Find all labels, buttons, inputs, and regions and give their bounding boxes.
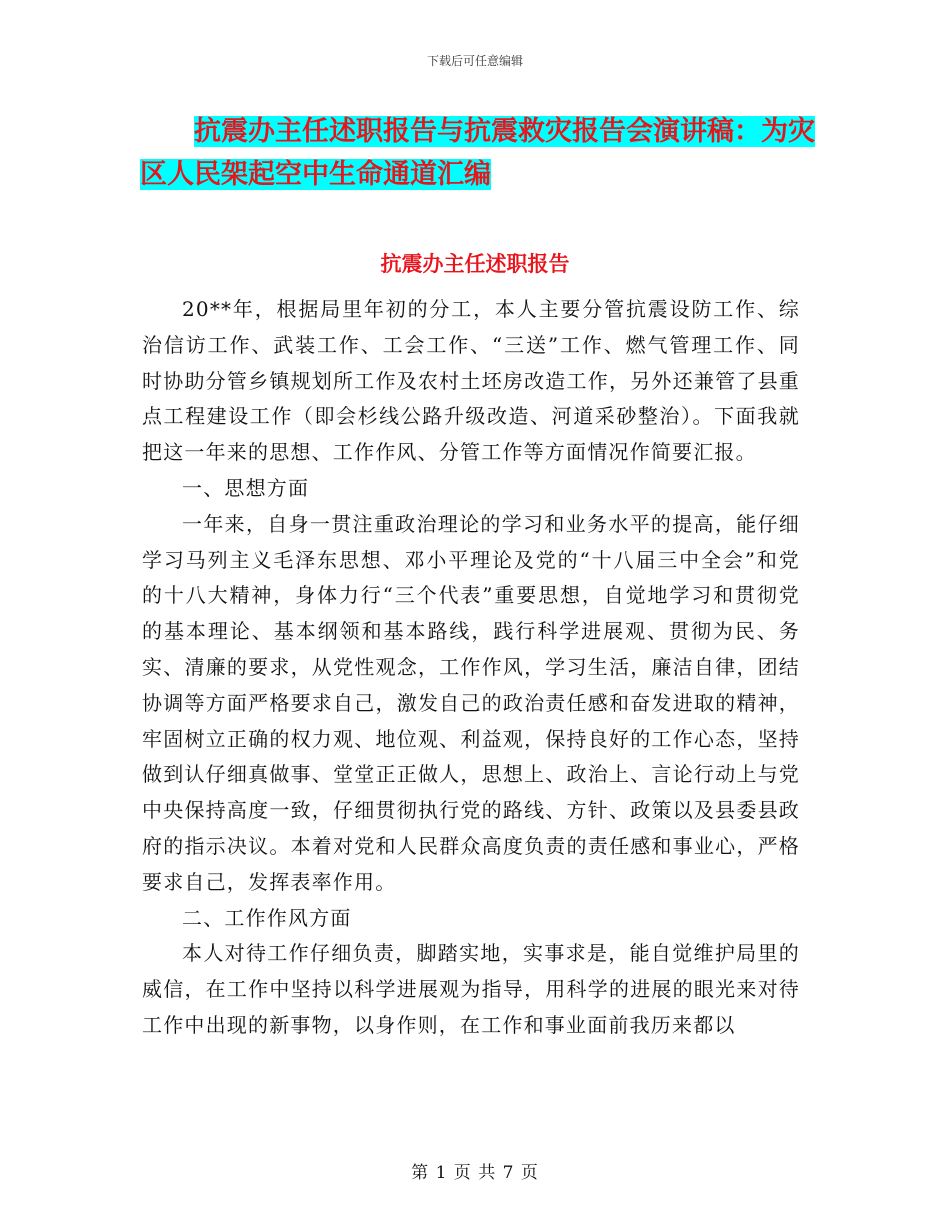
paragraph-thought: 一年来，自身一贯注重政治理论的学习和业务水平的提高，能仔细学习马列主义毛泽东思想、邓小平理论及党的“十八届三中全会”和党的十八大精神，身体力行“三个代表”重要思想，自觉地学习和贯彻党的基本理论、基本纲领和基本路线，践行科学进展观、贯彻为民、务实、清廉的要求，从党性观念，工作作风，学习生活，廉洁自律，团结协调等方面严格要求自己，激发自己的政治责任感和奋发进取的精神，牢固树立正确的权力观、地位观、利益观，保持良好的工作心态，坚持做到认仔细真做事、堂堂正正做人，思想上、政治上、言论行动上与党中央保持高度一致，仔细贯彻执行党的路线、方针、政策以及县委县政府的指示决议。本着对党和人民群众高度负责的责任感和事业心，严格要求自己，发挥表率作用。 <box>142 511 800 894</box>
section-title: 抗震办主任述职报告 <box>380 251 570 276</box>
title-line-1 <box>140 110 815 153</box>
title-line-1-text: 抗震办主任述职报告与抗震救灾报告会演讲稿：为灾 <box>194 116 815 147</box>
title-line-2 <box>140 153 810 196</box>
title-line-2-text: 区人民架起空中生命通道汇编 <box>140 159 491 190</box>
document-title <box>140 110 815 196</box>
heading-work-style: 二、工作作风方面 <box>182 905 352 930</box>
paragraph-work-style: 本人对待工作仔细负责，脚踏实地，实事求是，能自觉维护局里的威信，在工作中坚持以科学进展观为指导，用科学的进展的眼光来对待工作中出现的新事物，以身作则，在工作和事业面前我历来都以 <box>142 941 800 1037</box>
heading-thought: 一、思想方面 <box>182 475 310 500</box>
paragraph-intro: 20**年，根据局里年初的分工，本人主要分管抗震设防工作、综治信访工作、武装工作、工会工作、“三送”工作、燃气管理工作、同时协助分管乡镇规划所工作及农村土坯房改造工作，另外还兼管了县重点工程建设工作（即会杉线公路升级改造、河道采砂整治）。下面我就把这一年来的思想、工作作风、分管工作等方面情况作简要汇报。 <box>142 297 800 465</box>
header-note: 下载后可任意编辑 <box>426 54 523 68</box>
document-body <box>142 292 800 1044</box>
page-footer: 第 1 页 共 7 页 <box>411 1163 539 1183</box>
